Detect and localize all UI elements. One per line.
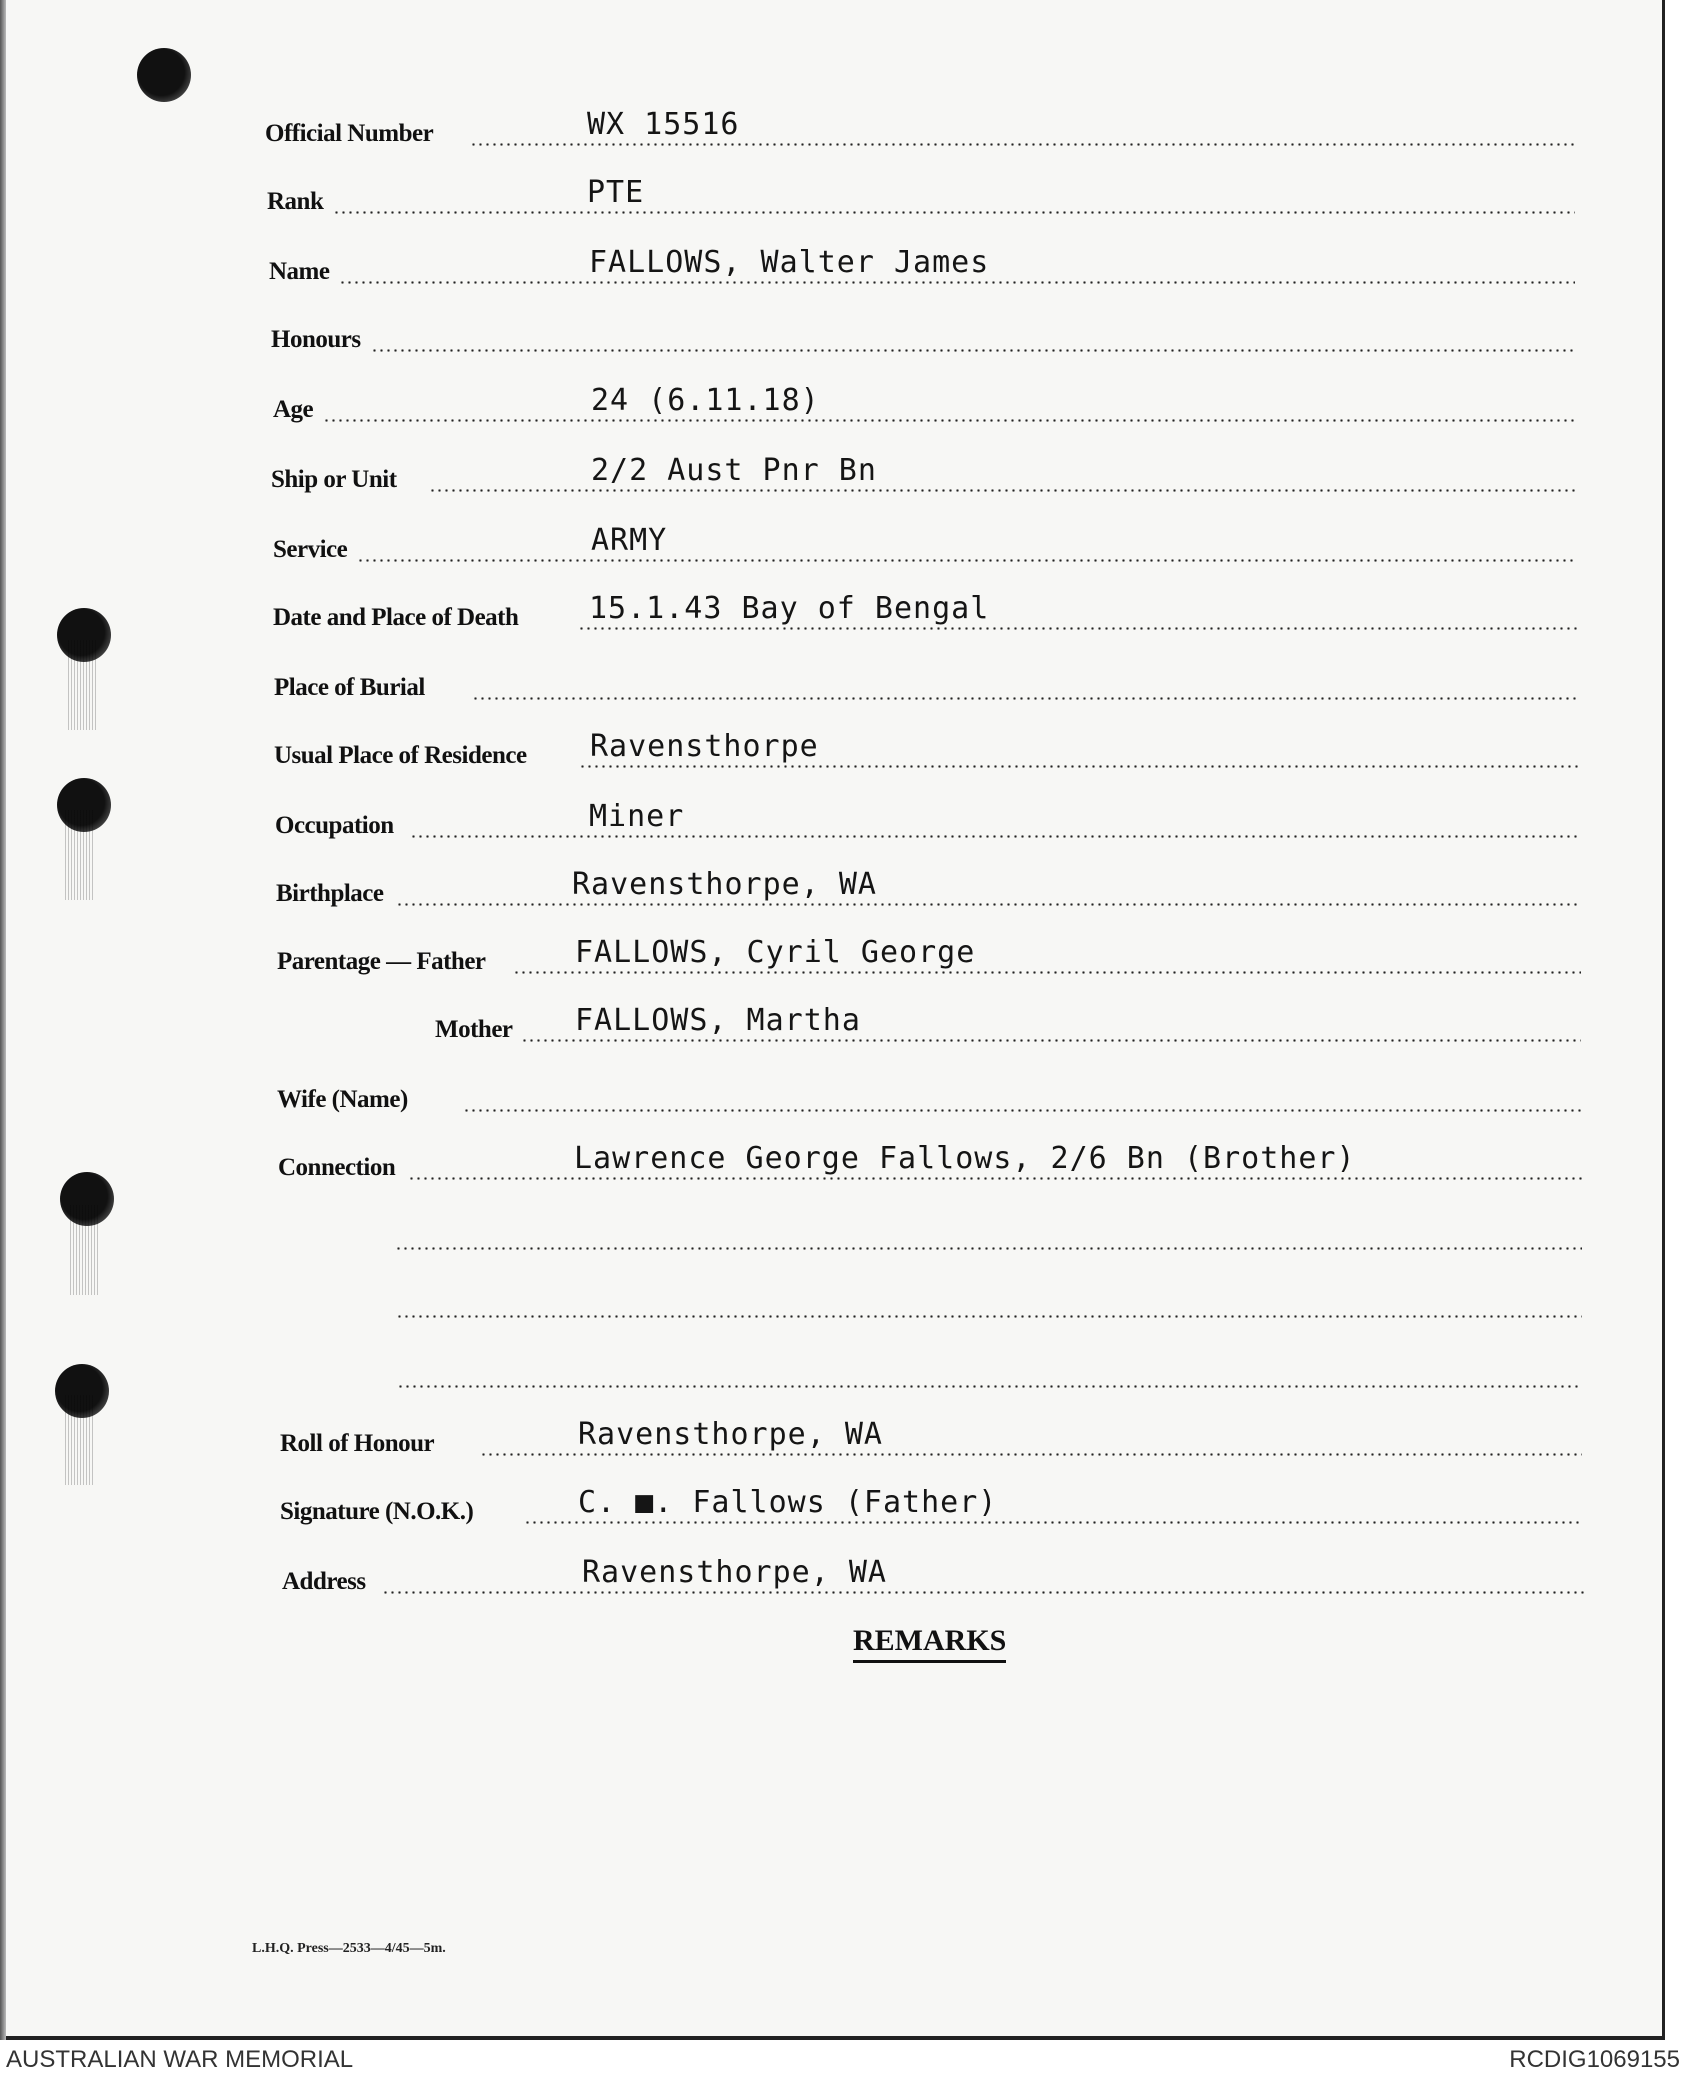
field-label: Address <box>282 1568 366 1595</box>
field-age <box>273 372 1577 432</box>
dotted-line <box>371 349 1575 352</box>
dotted-line <box>410 835 1580 838</box>
field-birthplace <box>276 856 1581 916</box>
field-label: Date and Place of Death <box>273 604 519 631</box>
field-name <box>269 234 1575 294</box>
field-value: WX 15516 <box>587 107 740 142</box>
field-ship-or-unit <box>271 442 1577 502</box>
field-value: FALLOWS, Martha <box>575 1003 861 1038</box>
field-mother <box>435 992 1581 1052</box>
field-occupation <box>275 788 1580 848</box>
field-address <box>282 1544 1585 1604</box>
dotted-line <box>578 627 1579 630</box>
field-value: Ravensthorpe, WA <box>572 867 877 902</box>
footer-archive-name: AUSTRALIAN WAR MEMORIAL <box>6 2046 354 2073</box>
field-connection <box>278 1130 1582 1190</box>
field-value: Miner <box>589 799 685 834</box>
field-value: Ravensthorpe, WA <box>578 1417 883 1452</box>
field-connection-line-4 <box>397 1338 1582 1398</box>
field-service <box>273 512 1577 572</box>
dotted-line <box>472 697 1579 700</box>
field-value: ARMY <box>591 523 668 558</box>
dotted-line <box>357 559 1577 562</box>
field-label: Honours <box>271 326 361 353</box>
field-label: Usual Place of Residence <box>274 742 527 769</box>
punch-hole-smudge-3 <box>65 810 95 900</box>
dotted-line <box>463 1109 1581 1112</box>
punch-hole-smudge-2 <box>68 640 98 730</box>
field-roll-of-honour <box>280 1406 1582 1466</box>
dotted-line <box>396 1315 1582 1318</box>
field-value: FALLOWS, Walter James <box>589 245 990 280</box>
field-honours <box>271 302 1575 362</box>
dotted-line <box>480 1453 1582 1456</box>
dotted-line <box>382 1591 1585 1594</box>
field-label: Place of Burial <box>274 674 425 701</box>
dotted-line <box>579 765 1579 768</box>
field-label: Service <box>273 536 348 563</box>
field-value: Lawrence George Fallows, 2/6 Bn (Brother) <box>574 1141 1356 1176</box>
dotted-line <box>470 143 1575 146</box>
dotted-line <box>524 1521 1583 1524</box>
field-value: PTE <box>587 175 645 210</box>
field-label: Parentage — Father <box>277 948 486 975</box>
field-label: Mother <box>435 1016 513 1043</box>
field-label: Roll of Honour <box>280 1430 435 1457</box>
print-code: L.H.Q. Press—2533—4/45—5m. <box>252 1941 446 1956</box>
dotted-line <box>323 419 1577 422</box>
field-wife <box>277 1062 1581 1122</box>
field-value: 15.1.43 Bay of Bengal <box>589 591 990 626</box>
field-date-place-of-death <box>273 580 1579 640</box>
field-value: 24 (6.11.18) <box>591 383 820 418</box>
field-label: Birthplace <box>276 880 384 907</box>
footer-record-id: RCDIG1069155 <box>1509 2046 1680 2073</box>
dotted-line <box>408 1177 1582 1180</box>
punch-hole-smudge-4 <box>70 1205 100 1295</box>
dotted-line <box>339 281 1575 284</box>
dotted-line <box>429 489 1577 492</box>
dotted-line <box>521 1039 1581 1042</box>
punch-hole-smudge-5 <box>65 1395 95 1485</box>
field-value: C. ■. Fallows (Father) <box>578 1485 998 1520</box>
remarks-heading: REMARKS <box>853 1624 1006 1663</box>
field-value: Ravensthorpe <box>590 729 819 764</box>
field-label: Connection <box>278 1154 396 1181</box>
field-connection-line-2 <box>395 1200 1582 1260</box>
field-rank <box>267 164 1575 224</box>
field-label: Occupation <box>275 812 394 839</box>
field-label: Signature (N.O.K.) <box>280 1498 474 1525</box>
field-label: Age <box>273 396 314 423</box>
field-value: 2/2 Aust Pnr Bn <box>591 453 877 488</box>
field-label: Official Number <box>265 120 434 147</box>
dotted-line <box>397 1385 1582 1388</box>
dotted-line <box>396 903 1581 906</box>
dotted-line <box>513 971 1581 974</box>
field-usual-residence <box>274 718 1579 778</box>
dotted-line <box>395 1247 1582 1250</box>
field-label: Wife (Name) <box>277 1086 408 1113</box>
field-label: Rank <box>267 188 324 215</box>
field-signature-nok <box>280 1474 1583 1534</box>
field-value: Ravensthorpe, WA <box>582 1555 887 1590</box>
field-place-of-burial <box>274 650 1579 710</box>
punch-hole-1 <box>137 48 191 102</box>
field-father <box>277 924 1581 984</box>
dotted-line <box>333 211 1575 214</box>
field-value: FALLOWS, Cyril George <box>575 935 976 970</box>
field-connection-line-3 <box>396 1268 1582 1328</box>
page-edge-shadow <box>0 0 6 2040</box>
field-label: Name <box>269 258 330 285</box>
field-official-number <box>265 96 1575 156</box>
field-label: Ship or Unit <box>271 466 397 493</box>
